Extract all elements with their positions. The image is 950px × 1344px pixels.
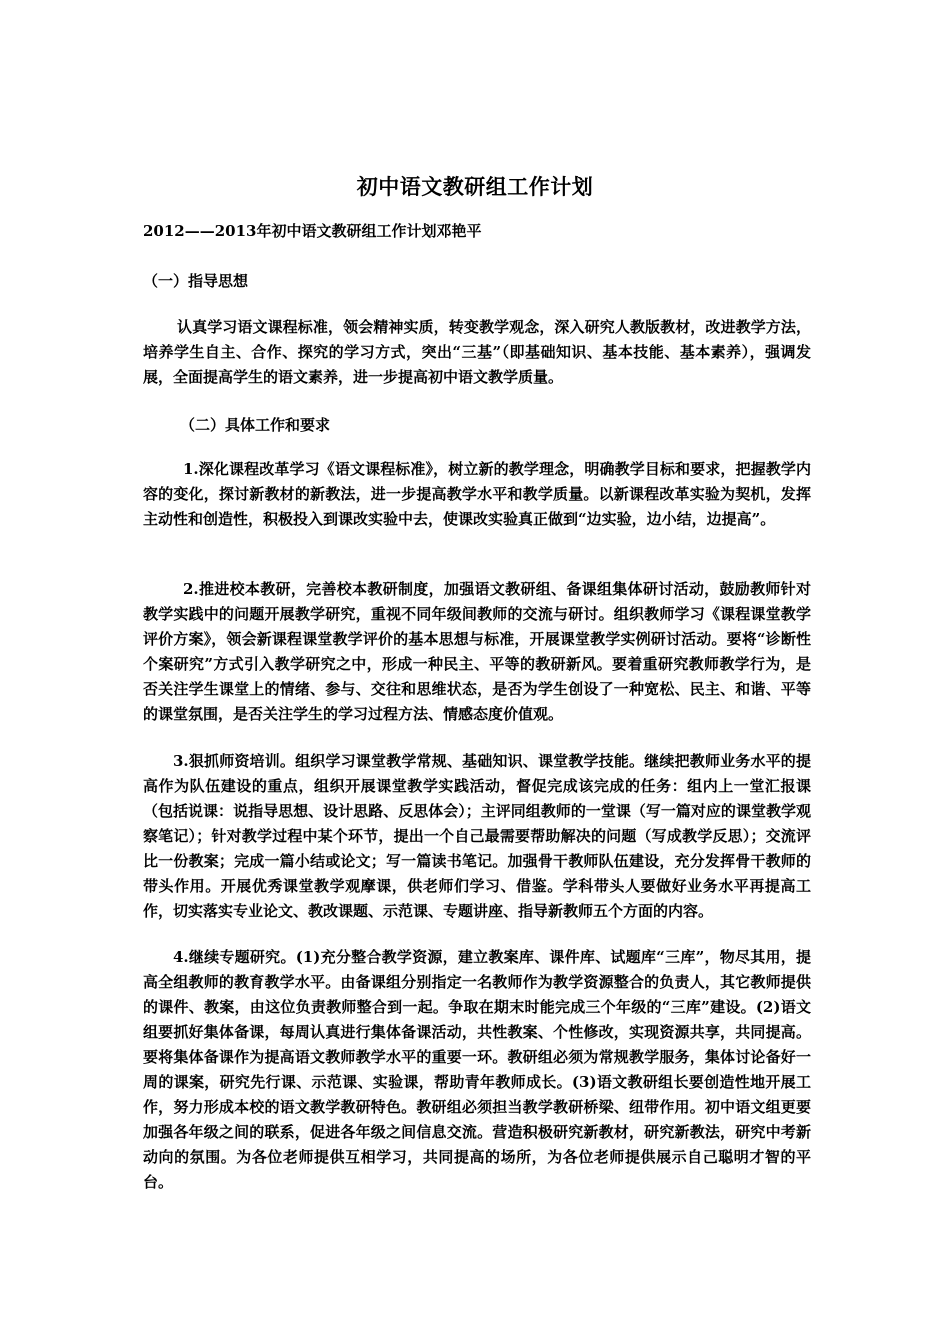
section-heading-guiding-ideology: （一）指导思想 bbox=[143, 272, 249, 290]
document-subtitle: 2012——2013年初中语文教研组工作计划邓艳平 bbox=[143, 222, 482, 240]
section-heading-specific-work: （二）具体工作和要求 bbox=[180, 416, 331, 434]
paragraph-item-2: 2.推进校本教研，完善校本教研制度，加强语文教研组、备课组集体研讨活动，鼓励教师针对教学实践中的问题开展教学研究，重视不同年级间教师的交流与研讨。组织教师学习《课程课堂教学评价方案》，领会新课程课堂教学评价的基本思想与标准，开展课堂教学实例研讨活动。要将“诊断性个案研究”方式引入教学研究之中，形成一种民主、平等的教研新风。要着重研究教师教学行为，是否关注学生课堂上的情绪、参与、交往和思维状态，是否为学生创设了一种宽松、民主、和谐、平等的课堂氛围，是否关注学生的学习过程方法、情感态度价值观。 bbox=[143, 580, 811, 723]
paragraph-guiding-ideology: 认真学习语文课程标准，领会精神实质，转变教学观念，深入研究人教版教材，改进教学方法，培养学生自主、合作、探究的学习方式，突出“三基”（即基础知识、基本技能、基本素养），强调发展，全面提高学生的语文素养，进一步提高初中语文教学质量。 bbox=[143, 318, 811, 386]
paragraph-item-4: 4.继续专题研究。(1)充分整合教学资源，建立教案库、课件库、试题库“三库”，物尽其用，提高全组教师的教育教学水平。由备课组分别指定一名教师作为教学资源整合的负责人，其它教师提供的课件、教案，由这位负责教师整合到一起。争取在期末时能完成三个年级的“三库”建设。(2)语文组要抓好集体备课，每周认真进行集体备课活动，共性教案、个性修改，实现资源共享，共同提高。要将集体备课作为提高语文教师教学水平的重要一环。教研组必须为常规教学服务，集体讨论备好一周的课案，研究先行课、示范课、实验课，帮助青年教师成长。(3)语文教研组长要创造性地开展工作，努力形成本校的语文教学教研特色。教研组必须担当教学教研桥梁、纽带作用。初中语文组更要加强各年级之间的联系，促进各年级之间信息交流。营造积极研究新教材，研究新教法，研究中考新动向的氛围。为各位老师提供互相学习，共同提高的场所，为各位老师提供展示自己聪明才智的平台。 bbox=[143, 948, 811, 1191]
document-title: 初中语文教研组工作计划 bbox=[356, 174, 594, 199]
paragraph-item-1: 1.深化课程改革学习《语文课程标准》，树立新的教学理念，明确教学目标和要求，把握教学内容的变化，探讨新教材的新教法，进一步提高教学水平和教学质量。以新课程改革实验为契机，发挥主动性和创造性，积极投入到课改实验中去，使课改实验真正做到“边实验，边小结，边提高”。 bbox=[143, 460, 811, 528]
paragraph-item-3: 3.狠抓师资培训。组织学习课堂教学常规、基础知识、课堂教学技能。继续把教师业务水平的提高作为队伍建设的重点，组织开展课堂教学实践活动，督促完成该完成的任务：组内上一堂汇报课（包括说课：说指导思想、设计思路、反思体会）；主评同组教师的一堂课（写一篇对应的课堂教学观察笔记）；针对教学过程中某个环节，提出一个自己最需要帮助解决的问题（写成教学反思）；交流评比一份教案；完成一篇小结或论文；写一篇读书笔记。加强骨干教师队伍建设，充分发挥骨干教师的带头作用。开展优秀课堂教学观摩课，供老师们学习、借鉴。学科带头人要做好业务水平再提高工作，切实落实专业论文、教改课题、示范课、专题讲座、指导新教师五个方面的内容。 bbox=[143, 752, 811, 920]
